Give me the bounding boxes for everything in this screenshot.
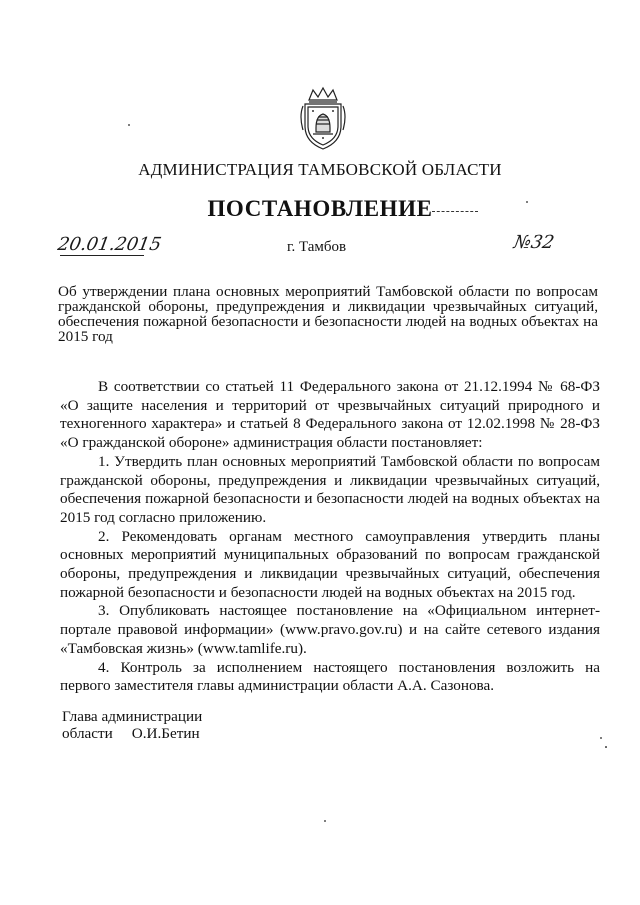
document-body	[60, 378, 600, 696]
body-preamble: В соответствии со статьей 11 Федерального закона от 21.12.1994 № 68-ФЗ «О защите населения и территорий от чрезвычайных ситуаций природного и техногенного характера» и статьей 8 Федерального закона от 12.02.1998 № 28-ФЗ «О гражданской обороне» администрация области постановляет:	[60, 378, 600, 452]
document-type-title: ПОСТАНОВЛЕНИЕ	[207, 196, 433, 221]
body-item: 3. Опубликовать настоящее постановление на «Официальном интернет-портале правовой информации» (www.pravo.gov.ru) и на сайте сетевого издания «Тамбовская жизнь» (www.tamlife.ru).	[60, 602, 600, 657]
scan-speck	[605, 746, 607, 748]
body-item: 1. Утвердить план основных мероприятий Тамбовской области по вопросам гражданской обороны, предупреждения и ликвидации чрезвычайных ситуаций, обеспечения пожарной безопасности и безопасности людей на водных объектах на 2015 год согласно приложению.	[60, 452, 600, 526]
city-label: г. Тамбов	[287, 239, 347, 255]
scan-speck	[128, 124, 130, 126]
scan-speck	[600, 737, 602, 739]
document-subject: Об утверждении плана основных мероприятий Тамбовской области по вопросам гражданской обороны, предупреждения и ликвидации чрезвычайных ситуаций, обеспечения пожарной безопасности и безопасности людей на водных объектах на 2015 год	[58, 283, 598, 345]
signature-position: Глава администрации	[62, 708, 203, 725]
coat-of-arms-icon	[297, 86, 349, 152]
signature-block	[62, 708, 202, 742]
date-underline	[60, 255, 144, 256]
scan-speck	[324, 820, 326, 822]
body-item: 2. Рекомендовать органам местного самоуправления утвердить планы основных мероприятий муниципальных образований по вопросам гражданской обороны, предупреждения и ликвидации чрезвычайных ситуаций, обеспечения пожарной безопасности и безопасности людей на водных объектах на 2015 год.	[60, 527, 600, 601]
title-dash-decoration	[432, 211, 478, 212]
handwritten-number: №32	[512, 232, 556, 253]
scan-speck	[526, 201, 528, 203]
body-item: 4. Контроль за исполнением настоящего постановления возложить на первого заместителя главы администрации области А.А. Сазонова.	[60, 658, 600, 695]
organization-name: АДМИНИСТРАЦИЯ ТАМБОВСКОЙ ОБЛАСТИ	[138, 160, 502, 179]
handwritten-date: 20.01.2015	[56, 234, 163, 255]
signature-name: области О.И.Бетин	[62, 725, 200, 742]
